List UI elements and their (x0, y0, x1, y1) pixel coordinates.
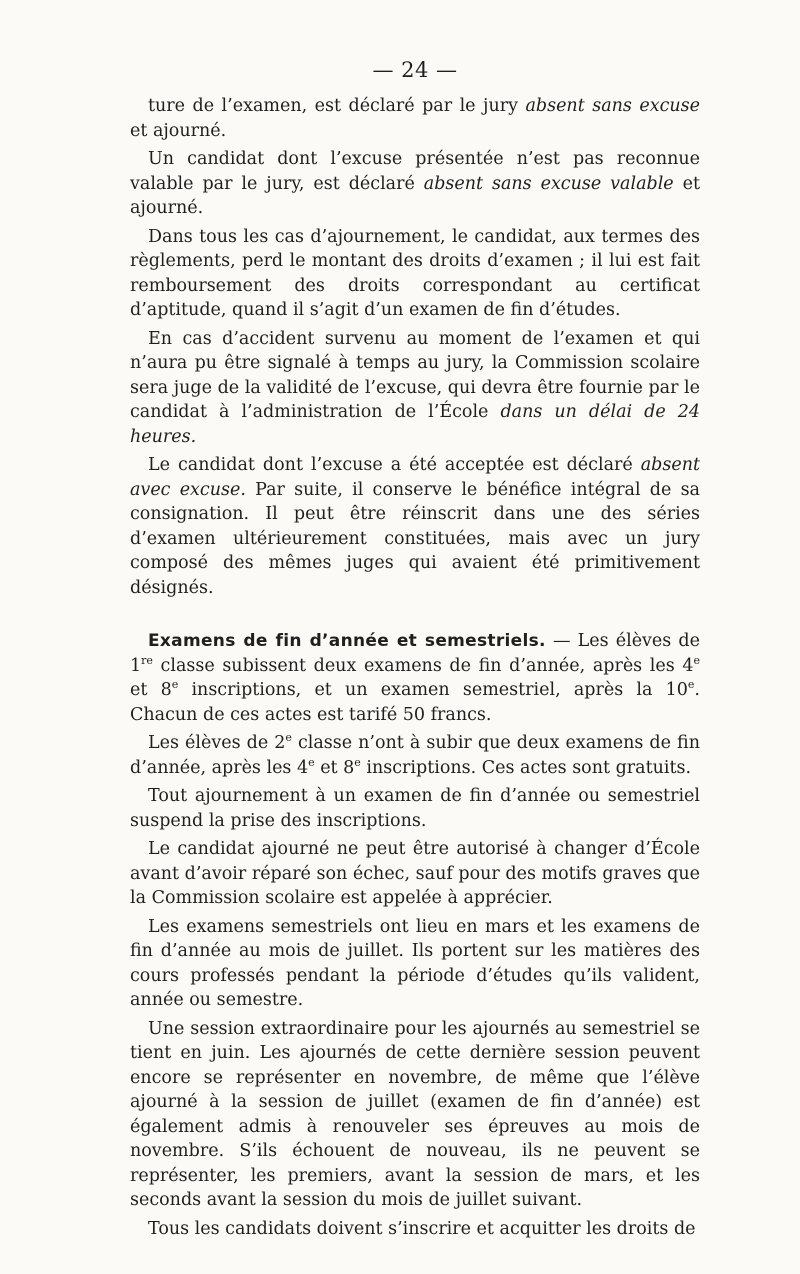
text-run: inscriptions, et un examen semestriel, après la 10 (178, 680, 688, 700)
top-paragraphs (130, 94, 700, 600)
text-run: Un candidat dont l’excuse présentée n’est pas reconnue valable par le jury, est déclaré (130, 149, 700, 194)
paragraph (130, 731, 700, 780)
paragraph (130, 225, 700, 323)
text-run: classe n’ont à subir que deux examens de fin d’année, après les 4 (130, 733, 700, 778)
text-run: Les examens semestriels ont lieu en mars et les examens de fin d’année au mois de juillet. Ils portent sur les matières des cours professés pendant la période d’études qu’ils valident, année ou semestre. (130, 916, 700, 1010)
text-run: Par suite, il conserve le bénéfice intégral de sa consignation. Il peut être réinscrit dans une des séries d’examen ultérieurement constituées, mais avec un jury composé des mêmes juges qui avaient été primitivement désignés. (130, 479, 700, 598)
paragraph (130, 1017, 700, 1213)
text-run: Une session extraordinaire pour les ajournés au semestriel se tient en juin. Les ajournés de cette dernière session peuvent encore se représenter en novembre, de même que l’élève ajourné à la session de juillet (examen de fin d’année) est également admis à renouveler ses épreuves au mois de novembre. S’ils échouent de nouveau, ils ne peuvent se représenter, les premiers, avant la session de mars, et les seconds avant la session du mois de juillet suivant. (130, 1018, 700, 1210)
text-run: et ajourné. (130, 173, 700, 218)
paragraph (130, 915, 700, 1013)
italic-text: absent sans excuse (525, 96, 700, 116)
italic-text: dans un délai de 24 heures. (130, 402, 700, 447)
paragraph (130, 94, 700, 143)
superscript-text: re (141, 653, 153, 667)
paragraph (130, 453, 700, 600)
page-number: — 24 — (372, 58, 458, 82)
superscript-text: e (171, 678, 179, 692)
text-run: — Les élèves de 1 (130, 631, 700, 676)
paragraph (130, 327, 700, 450)
italic-text: absent avec excuse. (130, 455, 700, 500)
superscript-text: e (687, 678, 695, 692)
italic-text: absent sans excuse valable (423, 173, 674, 194)
paragraph (130, 147, 700, 221)
text-run: Dans tous les cas d’ajournement, le candidat, aux termes des règlements, perd le montant des droits d’examen ; il lui est fait remboursement des droits correspondant au certificat d’aptitude, quand il s’agit d’un examen de fin d’études. (130, 226, 700, 320)
paragraph (130, 784, 700, 833)
superscript-text: e (354, 755, 361, 769)
superscript-text: e (285, 731, 292, 745)
text-run: Tous les candidats doivent s’inscrire et acquitter les droits de (148, 1218, 696, 1239)
text-run: classe subissent deux examens de fin d’année, après les 4 (152, 655, 694, 676)
text-run: En cas d’accident survenu au moment de l’examen et qui n’aura pu être signalé à temps au jury, la Commission scolaire sera juge de la validité de l’excuse, qui devra être fournie par le candidat à l’administration de l’École (130, 328, 700, 422)
text-run: et 8 (130, 680, 172, 700)
text-run: et 8 (314, 757, 355, 778)
text-run: inscriptions. Ces actes sont gratuits. (360, 757, 692, 778)
section-exams (130, 629, 700, 1241)
paragraph (130, 837, 700, 911)
text-run: Le candidat ajourné ne peut être autorisé à changer d’École avant d’avoir réparé son échec, sauf pour des motifs graves que la Commission scolaire est appelée à apprécier. (130, 839, 700, 908)
text-run: Le candidat dont l’excuse a été acceptée est déclaré (148, 455, 641, 475)
text-run: ture de l’examen, est déclaré par le jury (148, 96, 526, 116)
text-run: et ajourné. (130, 120, 227, 141)
paragraph (130, 629, 700, 727)
document-page (130, 58, 700, 1245)
section-heading: Examens de fin d’année et semestriels. (148, 631, 546, 651)
text-run: Tout ajournement à un examen de fin d’année ou semestriel suspend la prise des inscriptions. (130, 786, 700, 831)
superscript-text: e (693, 653, 700, 667)
text-run: . Chacun de ces actes est tarifé 50 francs. (130, 680, 700, 725)
superscript-text: e (308, 755, 315, 769)
paragraph (130, 1217, 700, 1242)
text-run: Les élèves de 2 (148, 733, 286, 753)
